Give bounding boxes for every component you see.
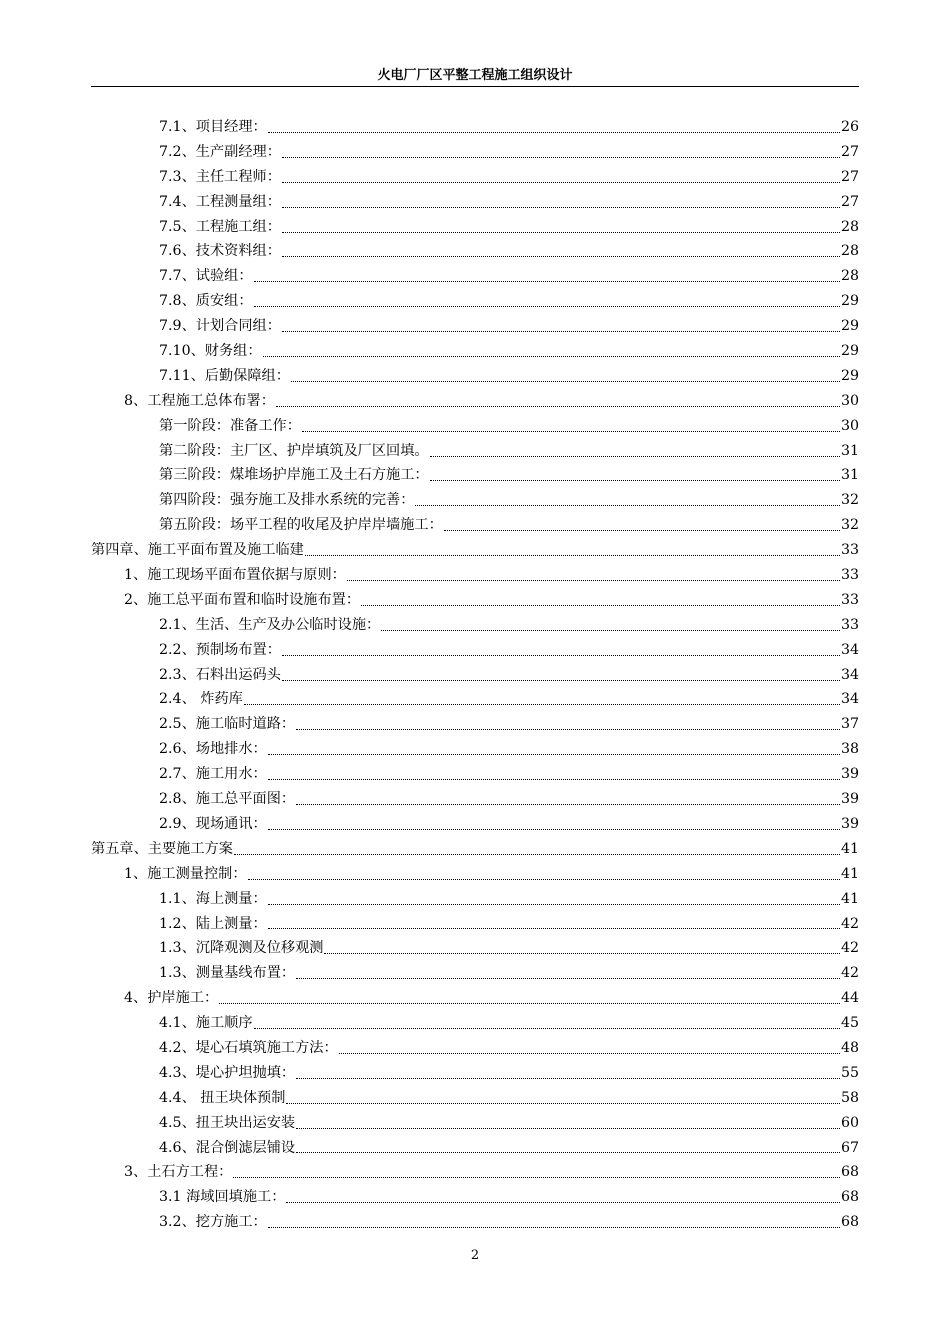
toc-entry[interactable] xyxy=(91,588,859,613)
toc-entry-title: 4.2、堤心石填筑施工方法： xyxy=(159,1039,338,1056)
toc-entry-title: 2.3、石料出运码头 xyxy=(159,666,281,683)
toc-entry-page: 32 xyxy=(840,517,859,534)
toc-entry-title: 7.1、项目经理： xyxy=(159,119,267,135)
toc-entry-title: 7.7、试验组： xyxy=(159,268,253,285)
toc-entry-page: 29 xyxy=(840,367,859,384)
toc-entry-title: 第五阶段：场平工程的收尾及护岸岸墙施工： xyxy=(159,517,443,534)
toc-entry-title: 第五章、主要施工方案 xyxy=(91,840,233,857)
toc-entry-page: 27 xyxy=(840,168,859,185)
toc-entry[interactable] xyxy=(91,912,859,937)
toc-entry[interactable] xyxy=(91,538,859,563)
toc-leader-dots xyxy=(268,904,840,905)
toc-entry-title: 3、土石方工程： xyxy=(124,1164,233,1181)
toc-entry-page: 28 xyxy=(840,268,859,285)
toc-entry-title: 4.5、扭王块出运安装 xyxy=(159,1114,296,1131)
toc-leader-dots xyxy=(296,1078,840,1079)
toc-entry-page: 27 xyxy=(840,143,859,160)
toc-entry[interactable] xyxy=(91,364,859,389)
toc-leader-dots xyxy=(254,306,840,307)
toc-entry-page: 34 xyxy=(840,666,859,683)
toc-entry-page: 68 xyxy=(840,1189,859,1206)
toc-entry-title: 7.9、计划合同组： xyxy=(159,318,281,335)
toc-leader-dots xyxy=(282,655,840,656)
toc-leader-dots xyxy=(305,555,840,556)
toc-entry-title: 4.6、混合倒滤层铺设 xyxy=(159,1139,296,1156)
toc-entry-page: 29 xyxy=(840,343,859,360)
toc-leader-dots xyxy=(444,530,840,531)
toc-entry[interactable] xyxy=(91,762,859,787)
toc-leader-dots xyxy=(282,331,840,332)
toc-entry-page: 34 xyxy=(840,641,859,658)
toc-entry-page: 30 xyxy=(840,417,859,434)
toc-entry-title: 4.1、施工顺序 xyxy=(159,1015,253,1032)
toc-entry[interactable] xyxy=(91,414,859,439)
toc-entry-title: 1.3、测量基线布置： xyxy=(159,965,296,982)
toc-entry-title: 1、施工测量控制： xyxy=(124,865,247,882)
toc-leader-dots xyxy=(296,804,840,805)
toc-entry-title: 1.1、海上测量： xyxy=(159,890,267,907)
toc-leader-dots xyxy=(282,207,840,208)
toc-entry[interactable] xyxy=(91,140,859,165)
toc-leader-dots xyxy=(430,456,840,457)
toc-entry[interactable] xyxy=(91,513,859,538)
toc-entry-page: 55 xyxy=(840,1064,859,1081)
toc-entry-page: 33 xyxy=(840,616,859,633)
toc-entry-page: 60 xyxy=(840,1114,859,1131)
toc-entry-title: 第一阶段：准备工作： xyxy=(159,417,301,434)
toc-entry[interactable] xyxy=(91,613,859,638)
toc-entry[interactable] xyxy=(91,663,859,688)
toc-entry-page: 68 xyxy=(840,1164,859,1181)
toc-entry-page: 39 xyxy=(840,791,859,808)
toc-entry[interactable] xyxy=(91,862,859,887)
toc-leader-dots xyxy=(268,928,840,929)
toc-entry[interactable] xyxy=(91,289,859,314)
toc-leader-dots xyxy=(219,1003,840,1004)
toc-entry-page: 41 xyxy=(840,890,859,907)
toc-entry[interactable] xyxy=(91,837,859,862)
toc-leader-dots xyxy=(296,729,840,730)
toc-entry-page: 30 xyxy=(840,392,859,409)
toc-entry[interactable] xyxy=(91,887,859,912)
toc-entry-page: 38 xyxy=(840,741,859,758)
toc-entry[interactable] xyxy=(91,812,859,837)
page-number: 2 xyxy=(470,1248,480,1263)
toc-entry-title: 2、施工总平面布置和临时设施布置： xyxy=(124,591,361,608)
toc-leader-dots xyxy=(286,1103,840,1104)
toc-entry-page: 27 xyxy=(840,193,859,210)
toc-leader-dots xyxy=(324,953,839,954)
toc-leader-dots xyxy=(244,704,840,705)
toc-entry[interactable] xyxy=(91,961,859,986)
toc-leader-dots xyxy=(286,1202,840,1203)
toc-entry-page: 39 xyxy=(840,815,859,832)
toc-leader-dots xyxy=(268,1227,840,1228)
toc-leader-dots xyxy=(302,431,840,432)
toc-entry[interactable] xyxy=(91,115,859,140)
toc-entry-title: 2.4、 炸药库 xyxy=(159,691,243,708)
toc-leader-dots xyxy=(234,854,840,855)
toc-entry-title: 2.2、预制场布置： xyxy=(159,641,281,658)
page-header: 火电厂厂区平整工程施工组织设计 xyxy=(91,66,859,87)
toc-entry[interactable] xyxy=(91,190,859,215)
toc-entry-title: 2.7、施工用水： xyxy=(159,766,267,783)
toc-leader-dots xyxy=(268,754,840,755)
toc-entry[interactable] xyxy=(91,488,859,513)
toc-entry[interactable] xyxy=(91,264,859,289)
toc-entry-title: 8、工程施工总体布署： xyxy=(124,392,275,409)
toc-entry-title: 1.2、陆上测量： xyxy=(159,915,267,932)
toc-entry-title: 7.11、后勤保障组： xyxy=(159,367,290,384)
toc-entry-title: 第四阶段：强夯施工及排水系统的完善： xyxy=(159,492,415,509)
toc-entry-page: 33 xyxy=(840,542,859,559)
toc-entry-title: 2.8、施工总平面图： xyxy=(159,791,296,808)
toc-entry-page: 37 xyxy=(840,716,859,733)
toc-entry[interactable] xyxy=(91,314,859,339)
toc-leader-dots xyxy=(254,1028,840,1029)
toc-entry-page: 32 xyxy=(840,492,859,509)
toc-entry-title: 2.9、现场通讯： xyxy=(159,815,267,832)
toc-leader-dots xyxy=(296,1152,840,1153)
toc-entry[interactable] xyxy=(91,712,859,737)
toc-entry-title: 7.5、工程施工组： xyxy=(159,218,281,235)
toc-leader-dots xyxy=(282,232,840,233)
toc-entry-page: 48 xyxy=(840,1039,859,1056)
toc-leader-dots xyxy=(263,356,840,357)
toc-entry-title: 7.3、主任工程师： xyxy=(159,168,281,185)
toc-entry-page: 26 xyxy=(840,119,859,135)
toc-entry-page: 28 xyxy=(840,243,859,260)
toc-entry-title: 4.4、 扭王块体预制 xyxy=(159,1089,286,1106)
toc-entry-title: 第四章、施工平面布置及施工临建 xyxy=(91,542,304,559)
toc-leader-dots xyxy=(347,580,840,581)
toc-entry[interactable] xyxy=(91,1111,859,1136)
toc-entry[interactable] xyxy=(91,936,859,961)
toc-entry-page: 31 xyxy=(840,442,859,459)
toc-leader-dots xyxy=(291,381,840,382)
toc-leader-dots xyxy=(296,1128,840,1129)
toc-entry-page: 58 xyxy=(840,1089,859,1106)
toc-entry[interactable] xyxy=(91,687,859,712)
toc-entry-title: 1、施工现场平面布置依据与原则： xyxy=(124,567,346,584)
toc-entry-title: 2.5、施工临时道路： xyxy=(159,716,296,733)
toc-leader-dots xyxy=(268,829,840,830)
toc-entry[interactable] xyxy=(91,1036,859,1061)
toc-entry-page: 39 xyxy=(840,766,859,783)
toc-entry-page: 29 xyxy=(840,293,859,310)
toc-leader-dots xyxy=(254,281,840,282)
toc-leader-dots xyxy=(361,605,840,606)
toc-leader-dots xyxy=(276,406,840,407)
table-of-contents xyxy=(91,115,859,1235)
toc-entry-page: 31 xyxy=(840,467,859,484)
toc-entry-page: 41 xyxy=(840,865,859,882)
toc-entry-title: 7.2、生产副经理： xyxy=(159,143,281,160)
toc-entry-title: 2.6、场地排水： xyxy=(159,741,267,758)
toc-entry[interactable] xyxy=(91,439,859,464)
toc-entry-title: 7.8、质安组： xyxy=(159,293,253,310)
toc-entry[interactable] xyxy=(91,1011,859,1036)
toc-entry[interactable] xyxy=(91,1061,859,1086)
toc-leader-dots xyxy=(296,978,840,979)
toc-entry[interactable] xyxy=(91,787,859,812)
toc-entry[interactable] xyxy=(91,1185,859,1210)
toc-entry-title: 3.2、挖方施工： xyxy=(159,1214,267,1231)
toc-entry-page: 33 xyxy=(840,591,859,608)
toc-leader-dots xyxy=(248,879,840,880)
toc-entry[interactable] xyxy=(91,1160,859,1185)
toc-entry-page: 45 xyxy=(840,1015,859,1032)
toc-leader-dots xyxy=(282,256,840,257)
toc-entry-title: 4.3、堤心护坦抛填： xyxy=(159,1064,296,1081)
toc-leader-dots xyxy=(381,630,840,631)
toc-entry-page: 41 xyxy=(840,840,859,857)
toc-entry-page: 42 xyxy=(840,915,859,932)
toc-entry[interactable] xyxy=(91,463,859,488)
toc-leader-dots xyxy=(339,1053,840,1054)
toc-entry-page: 68 xyxy=(840,1214,859,1231)
toc-entry[interactable] xyxy=(91,986,859,1011)
toc-entry[interactable] xyxy=(91,1086,859,1111)
toc-entry-page: 42 xyxy=(840,965,859,982)
toc-leader-dots xyxy=(233,1177,840,1178)
toc-entry-title: 3.1 海域回填施工： xyxy=(159,1189,286,1206)
toc-entry[interactable] xyxy=(91,563,859,588)
toc-entry-page: 42 xyxy=(840,940,859,957)
toc-entry-title: 1.3、沉降观测及位移观测 xyxy=(159,940,324,957)
toc-entry-page: 29 xyxy=(840,318,859,335)
toc-entry-page: 28 xyxy=(840,218,859,235)
toc-entry-title: 4、护岸施工： xyxy=(124,990,219,1007)
toc-leader-dots xyxy=(415,505,840,506)
toc-leader-dots xyxy=(282,182,840,183)
toc-entry[interactable] xyxy=(91,737,859,762)
toc-entry[interactable] xyxy=(91,339,859,364)
toc-entry-title: 第二阶段：主厂区、护岸填筑及厂区回填。 xyxy=(159,442,429,459)
toc-leader-dots xyxy=(282,157,840,158)
toc-entry[interactable] xyxy=(91,215,859,240)
toc-leader-dots xyxy=(268,132,840,133)
toc-entry-title: 第三阶段：煤堆场护岸施工及土石方施工： xyxy=(159,467,429,484)
toc-entry-page: 34 xyxy=(840,691,859,708)
toc-entry-page: 44 xyxy=(840,990,859,1007)
toc-entry[interactable] xyxy=(91,239,859,264)
toc-leader-dots xyxy=(282,680,840,681)
toc-entry[interactable] xyxy=(91,165,859,190)
toc-leader-dots xyxy=(430,480,840,481)
toc-entry-title: 7.6、技术资料组： xyxy=(159,243,281,260)
toc-entry-title: 7.4、工程测量组： xyxy=(159,193,281,210)
toc-entry-title: 2.1、生活、生产及办公临时设施： xyxy=(159,616,381,633)
toc-entry[interactable] xyxy=(91,1136,859,1161)
toc-entry-page: 33 xyxy=(840,567,859,584)
toc-leader-dots xyxy=(268,779,840,780)
toc-entry[interactable] xyxy=(91,638,859,663)
toc-entry-page: 67 xyxy=(840,1139,859,1156)
toc-entry[interactable] xyxy=(91,389,859,414)
toc-entry[interactable] xyxy=(91,1210,859,1235)
toc-entry-title: 7.10、财务组： xyxy=(159,343,262,360)
